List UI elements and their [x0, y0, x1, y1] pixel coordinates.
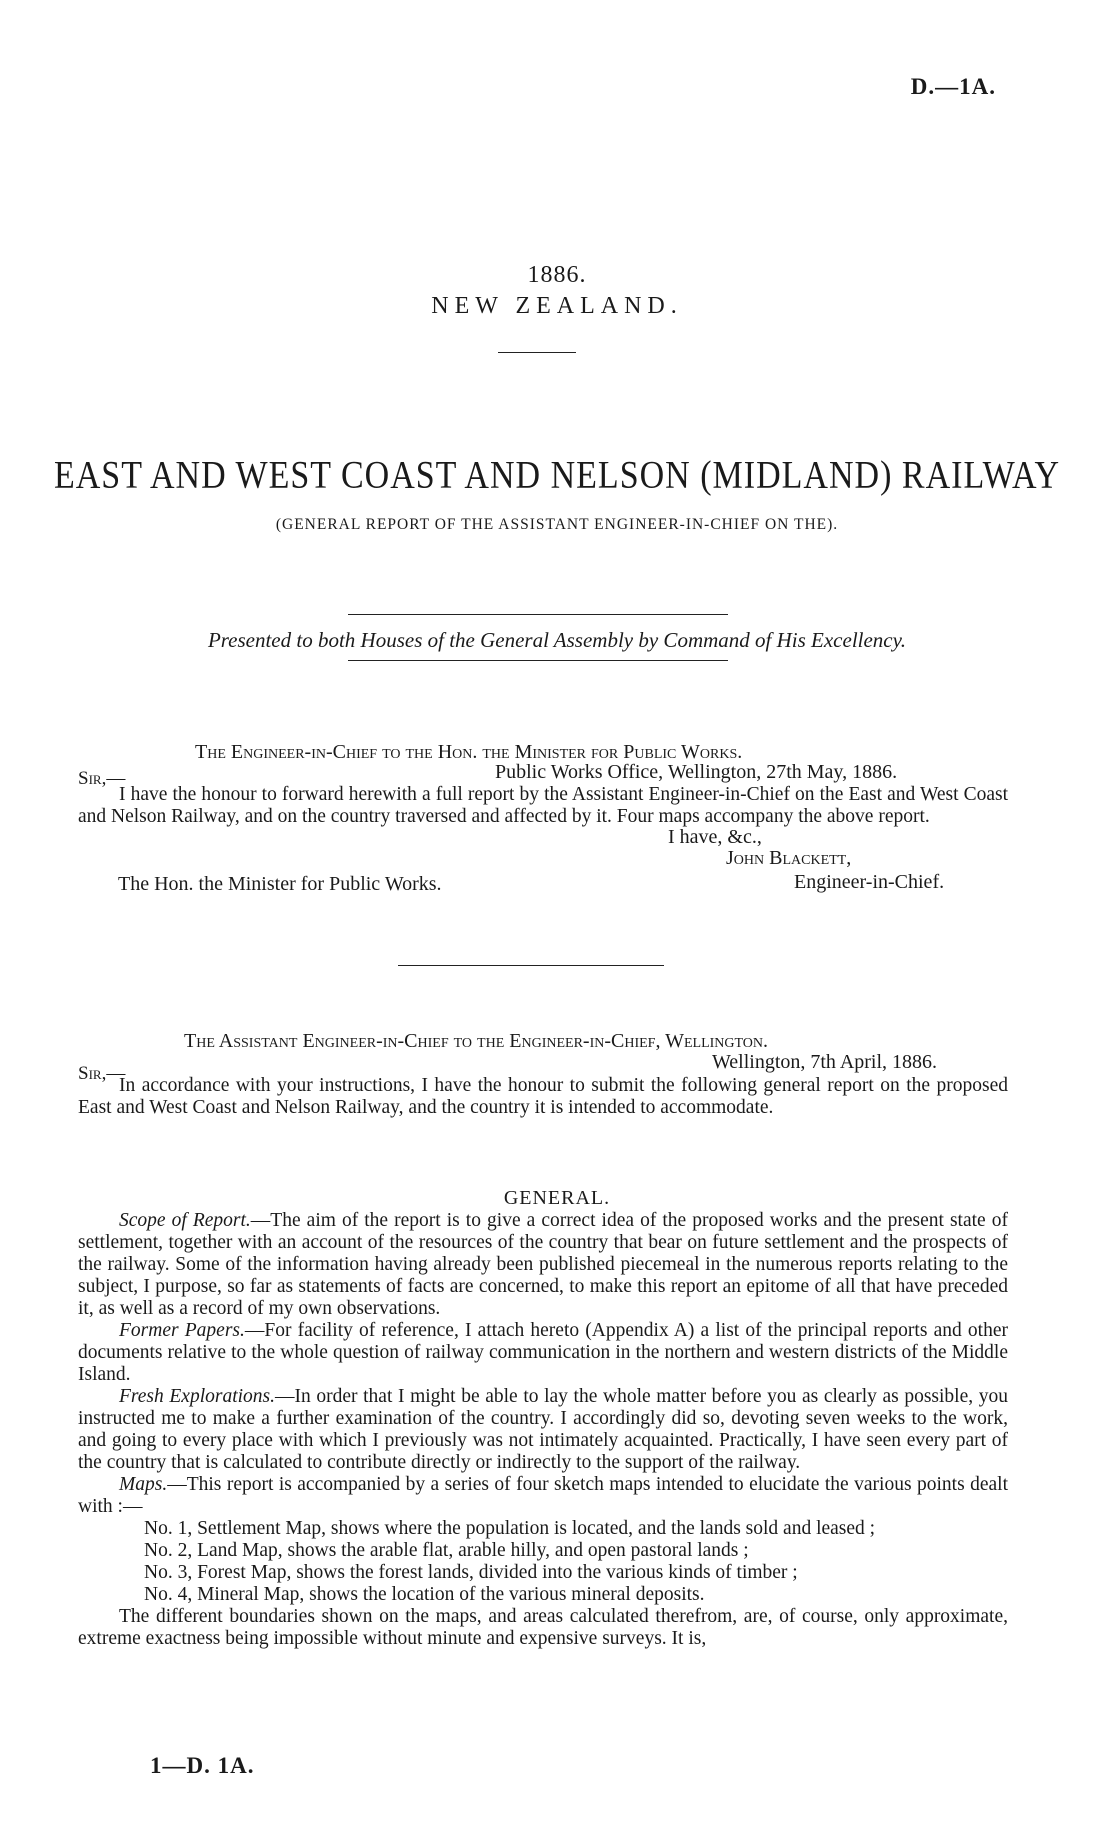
map-item-1: No. 1, Settlement Map, shows where the population is located, and the lands sold and leased ; — [144, 1518, 876, 1539]
scope-text: —The aim of the report is to give a correct idea of the proposed works and the present state of settlement, together with an account of the resources of the country that bear on future settlement and the prospects of the railway. Some of the information having already been published piecemeal in the numerous reports relating to the subject, I purpose, so far as statements of facts are concerned, to make this report an epitome of all that have preceded it, as well as a record of my own observations. — [78, 1210, 1008, 1319]
page-footer-code: 1—D. 1A. — [150, 1753, 255, 1778]
document-subtitle: (GENERAL REPORT OF THE ASSISTANT ENGINEER-IN-CHIEF ON THE). — [275, 516, 839, 533]
title-divider-2 — [348, 614, 728, 615]
general-heading: GENERAL. — [503, 1187, 611, 1209]
presented-line: Presented to both Houses of the General Assembly by Command of His Excellency. — [207, 628, 907, 652]
title-divider-3 — [348, 660, 728, 661]
former-papers-text: —For facility of reference, I attach hereto (Appendix A) a list of the principal reports and other documents relative to the whole question of railway communication in the northern and western districts of the Middle Island. — [78, 1320, 1008, 1385]
general-body — [78, 1210, 1008, 1650]
letter1-closing: I have, &c., — [668, 826, 762, 848]
country-title: NEW ZEALAND. — [431, 293, 683, 319]
letter1-body-text: I have the honour to forward herewith a full report by the Assistant Engineer-in-Chief on the East and West Coast and Nelson Railway, and on the country traversed and affected by it. Four maps accompany the above report. — [78, 784, 1008, 827]
scope-lead: Scope of Report. — [119, 1210, 251, 1231]
letter-divider — [398, 965, 664, 966]
map-item-4: No. 4, Mineral Map, shows the location of the various mineral deposits. — [144, 1584, 705, 1605]
former-papers-lead: Former Papers. — [119, 1320, 245, 1341]
letter2-place-date: Wellington, 7th April, 1886. — [712, 1051, 938, 1073]
letter2-heading: The Assistant Engineer-in-Chief to the Engineer-in-Chief, Wellington. — [184, 1030, 769, 1052]
map-item-2: No. 2, Land Map, shows the arable flat, arable hilly, and open pastoral lands ; — [144, 1540, 749, 1561]
letter1-place-date: Public Works Office, Wellington, 27th May, 1886. — [495, 761, 898, 783]
year: 1886. — [527, 262, 587, 288]
fresh-explorations-lead: Fresh Explorations. — [119, 1386, 276, 1407]
boundaries-paragraph: The different boundaries shown on the maps, and areas calculated therefrom, are, of course, only approximate, extreme exactness being impossible without minute and expensive surveys. It is, — [78, 1606, 1008, 1649]
maps-text: —This report is accompanied by a series of four sketch maps intended to elucidate the various points dealt with :— — [78, 1474, 1008, 1517]
letter1-addressee: The Hon. the Minister for Public Works. — [118, 873, 442, 895]
scope-paragraph — [78, 1210, 1008, 1320]
fresh-explorations-paragraph — [78, 1386, 1008, 1474]
letter2-body — [78, 1075, 1008, 1119]
title-divider-1 — [498, 352, 576, 353]
fresh-explorations-text: —In order that I might be able to lay the whole matter before you as clearly as possible, you instructed me to make a further examination of the country. I accordingly did so, devoting seven weeks to the work, and going to every place with which I previously was not intimately acquainted. Practically, I have seen every part of the country that is calculated to contribute directly or indirectly to the support of the railway. — [78, 1386, 1008, 1473]
letter1-body — [78, 784, 1008, 828]
letter1-signature-title: Engineer-in-Chief. — [794, 871, 945, 893]
letter2-salutation: Sir,— — [78, 1063, 126, 1084]
document-title: EAST AND WEST COAST AND NELSON (MIDLAND) RAILWAY — [53, 454, 1060, 497]
letter1-heading: The Engineer-in-Chief to the Hon. the Minister for Public Works. — [195, 741, 743, 763]
map-item-3: No. 3, Forest Map, shows the forest lands, divided into the various kinds of timber ; — [144, 1562, 798, 1583]
former-papers-paragraph — [78, 1320, 1008, 1386]
letter1-signature: John Blackett, — [726, 847, 852, 869]
document-code: D.—1A. — [910, 74, 996, 99]
maps-paragraph — [78, 1474, 1008, 1518]
letter1-salutation: Sir,— — [78, 768, 126, 789]
maps-lead: Maps. — [119, 1474, 168, 1495]
letter2-body-text: In accordance with your instructions, I have the honour to submit the following general report on the proposed East and West Coast and Nelson Railway, and the country it is intended to accommodate. — [78, 1075, 1008, 1118]
